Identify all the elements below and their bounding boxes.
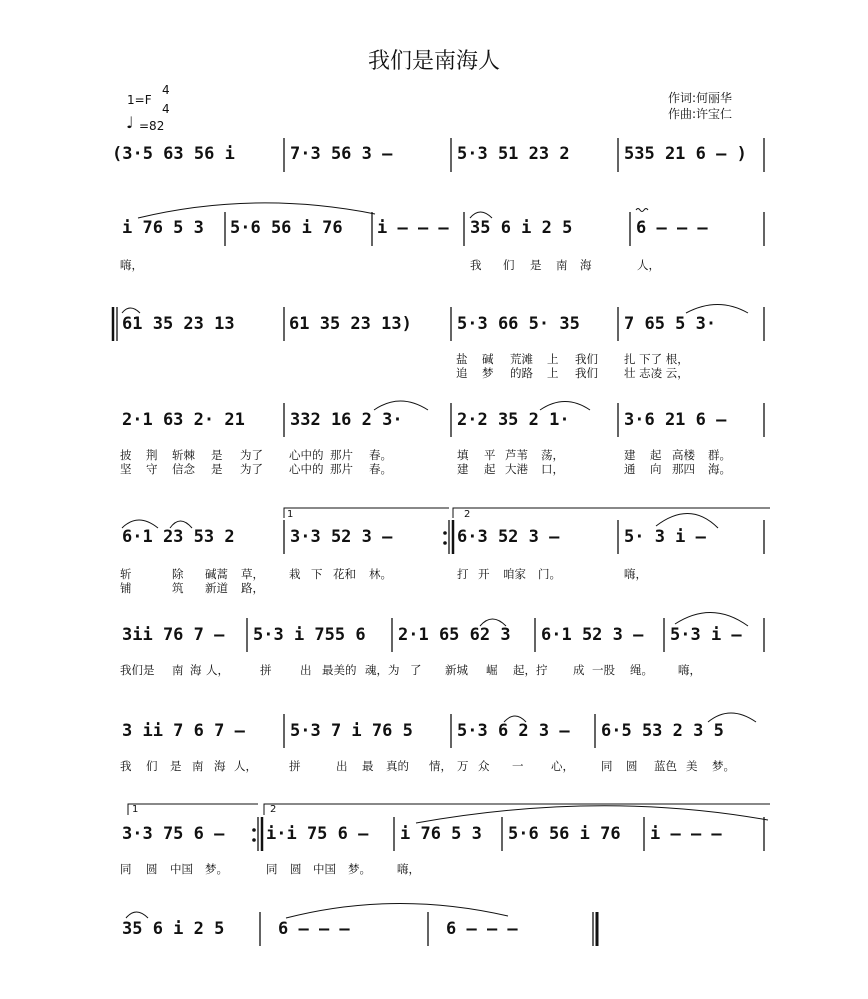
measure: 6·5 53 2 3 5	[601, 721, 724, 741]
measure: (3·5 63 56 i	[112, 144, 235, 164]
lyric: 众	[478, 759, 490, 773]
lyric: 向	[650, 462, 662, 476]
lyric: 新城	[445, 663, 468, 677]
lyric: 嗨，	[397, 862, 420, 876]
lyric: 圆	[626, 759, 638, 773]
lyric: 咱家	[503, 567, 526, 581]
lyric: 出	[300, 663, 312, 677]
lyric: 芦苇	[505, 448, 528, 462]
lyric: 斩	[120, 567, 132, 581]
lyric: 梦。	[712, 759, 735, 773]
measure: 7 65 5 3·	[624, 314, 717, 334]
lyric: 最	[362, 759, 374, 773]
measure: i·i 75 6 –	[266, 824, 369, 844]
lyric: 荒滩	[510, 352, 533, 366]
measure: 7·3 56 3 –	[290, 144, 393, 164]
lyric: 南	[556, 258, 568, 272]
slur	[675, 612, 748, 626]
lyric: 出	[336, 759, 348, 773]
measure: 6·1 23 53 2	[122, 527, 235, 547]
volta-bracket	[453, 508, 770, 518]
lyric: 那片	[330, 448, 353, 462]
lyric: 南	[192, 759, 204, 773]
lyric: 荆	[146, 448, 158, 462]
lyric: 路，	[241, 581, 264, 595]
slur	[480, 619, 506, 626]
lyric: 铺	[120, 581, 132, 595]
key-signature: 1=F	[127, 93, 152, 107]
lyric: 通	[624, 462, 636, 476]
measure: 5·3 i –	[670, 625, 742, 645]
quarter-note-icon: ♩	[126, 113, 134, 132]
lyric: 除	[172, 567, 184, 581]
lyric: 崛	[486, 663, 498, 677]
lyric: 心中的	[289, 448, 324, 462]
lyric: 我们是	[120, 663, 155, 677]
lyric: 了	[410, 663, 422, 677]
measure: 3·3 75 6 –	[122, 824, 225, 844]
lyric: 填	[457, 448, 469, 462]
lyric: 上	[547, 352, 559, 366]
lyric: 建	[457, 462, 469, 476]
lyric: 嗨，	[120, 258, 143, 272]
measure: 3 ii 7 6 7 –	[122, 721, 245, 741]
slur	[686, 305, 748, 314]
lyric: 梦。	[205, 862, 228, 876]
repeat-dot	[252, 828, 256, 832]
tempo-marking: =82	[139, 119, 165, 133]
lyric: 们	[503, 258, 515, 272]
measure: 6 – – –	[636, 218, 708, 238]
lyric: 同	[266, 862, 278, 876]
lyric: 上	[547, 366, 559, 380]
time-signature-top: 4	[162, 83, 170, 97]
slur	[374, 401, 428, 410]
lyric: 绳。	[630, 663, 653, 677]
measure: 35 6 i 2 5	[122, 919, 225, 939]
lyric: 春。	[369, 448, 392, 462]
lyric: 最美的	[322, 663, 357, 677]
lyric: 我们	[575, 352, 598, 366]
lyric: 魂，为	[365, 663, 400, 677]
slur	[126, 912, 148, 918]
lyric: 心，	[551, 759, 574, 773]
slur	[138, 203, 375, 218]
volta-second-label: 2	[270, 804, 277, 815]
lyric: 春。	[369, 462, 392, 476]
volta-bracket	[284, 508, 449, 518]
lyric: 中国	[313, 862, 336, 876]
lyricist-credit: 作词:何丽华	[668, 91, 733, 105]
lyric: 我们	[575, 366, 598, 380]
measure: 5·6 56 i 76	[508, 824, 621, 844]
lyric: 盐	[456, 352, 468, 366]
slur	[122, 308, 140, 313]
lyric: 一	[512, 759, 524, 773]
measure: 535 21 6 – )	[624, 144, 747, 164]
volta-bracket	[128, 804, 258, 815]
measure: 2·1 63 2· 21	[122, 410, 245, 430]
lyric: 真的	[386, 759, 409, 773]
lyric: 圆	[290, 862, 302, 876]
lyric: 嗨，	[624, 567, 647, 581]
repeat-dot	[443, 541, 447, 545]
slur	[540, 402, 590, 411]
lyric: 人，	[234, 759, 257, 773]
measure: 2·2 35 2 1·	[457, 410, 570, 430]
lyric: 拼	[260, 663, 272, 677]
repeat-dot	[443, 531, 447, 535]
slur	[656, 513, 718, 528]
lyric: 新道	[205, 581, 228, 595]
lyric: 的路	[510, 366, 533, 380]
slur	[416, 806, 768, 823]
lyric: 同	[120, 862, 132, 876]
measure: 5·3 66 5· 35	[457, 314, 580, 334]
lyric: 人，	[637, 258, 660, 272]
lyric: 筑	[172, 581, 184, 595]
lyric: 荡，	[541, 448, 564, 462]
lyric: 是	[530, 258, 542, 272]
lyric: 建	[624, 448, 636, 462]
lyric: 为了	[240, 448, 263, 462]
slur	[122, 520, 158, 528]
lyric: 起	[650, 448, 662, 462]
lyric: 高楼	[672, 448, 695, 462]
barlines	[113, 138, 764, 946]
lyric: 栽	[289, 567, 301, 581]
lyric: 大港	[505, 462, 528, 476]
lyric: 海	[580, 258, 592, 272]
measure: i – – –	[377, 218, 449, 238]
lyric: 是	[170, 759, 182, 773]
lyric: 成	[573, 663, 585, 677]
lyric: 海	[214, 759, 226, 773]
lyric: 我	[120, 759, 132, 773]
lyric: 坚	[120, 462, 132, 476]
lyric: 梦。	[348, 862, 371, 876]
lyric: 那片	[330, 462, 353, 476]
measure: 3ii 76 7 –	[122, 625, 225, 645]
song-title: 我们是南海人	[367, 49, 500, 74]
lyric: 披	[120, 448, 132, 462]
repeat-dots	[252, 531, 447, 842]
repeat-dot	[252, 838, 256, 842]
measure: 61 35 23 13	[122, 314, 235, 334]
lyric: 为了	[240, 462, 263, 476]
lyric: 人，	[206, 663, 229, 677]
lyric: 美	[686, 759, 698, 773]
measure: 5·3 7 i 76 5	[290, 721, 413, 741]
lyric: 口，	[541, 462, 564, 476]
lyric: 海。	[708, 462, 731, 476]
measure: 3·6 21 6 –	[624, 410, 727, 430]
volta-first-label: 1	[132, 804, 139, 815]
measure: 5·3 51 23 2	[457, 144, 570, 164]
composer-credit: 作曲:许宝仁	[668, 107, 733, 121]
volta-brackets	[128, 508, 770, 815]
lyric: 斩棘	[172, 448, 195, 462]
measure: 5·3 6 2 3 –	[457, 721, 570, 741]
lyric: 一股	[592, 663, 615, 677]
lyric: 嗨，	[678, 663, 701, 677]
measure: i 76 5 3	[122, 218, 204, 238]
lyric: 蓝色	[654, 759, 677, 773]
slur	[708, 713, 756, 722]
lyric: 草，	[241, 567, 264, 581]
lyric: 南	[172, 663, 184, 677]
lyric: 守	[146, 462, 158, 476]
lyric: 追	[456, 366, 468, 380]
measure: 35 6 i 2 5	[470, 218, 573, 238]
lyric: 我	[470, 258, 482, 272]
slur	[286, 903, 508, 918]
lyric: 海	[190, 663, 202, 677]
measure: 2·1 65 62 3	[398, 625, 511, 645]
measure: 6 – – –	[278, 919, 350, 939]
lyric: 下	[311, 567, 323, 581]
measure: 61 35 23 13)	[289, 314, 412, 334]
slurs	[122, 203, 768, 918]
time-signature-bottom: 4	[162, 102, 170, 116]
slur	[470, 212, 492, 218]
trill-mark	[636, 209, 648, 212]
measure: 3·3 52 3 –	[290, 527, 393, 547]
lyric: 碱蒿	[205, 567, 228, 581]
lyric: 梦	[482, 366, 494, 380]
lyric: 群。	[708, 448, 731, 462]
lyric: 碱	[482, 352, 494, 366]
lyric: 万	[457, 759, 469, 773]
lyric: 平	[484, 448, 496, 462]
lyric: 中国	[170, 862, 193, 876]
measure: 5· 3 i –	[624, 527, 706, 547]
lyric: 是	[211, 448, 223, 462]
lyric: 信念	[172, 462, 195, 476]
lyric: 那四	[672, 462, 695, 476]
lyric: 林。	[369, 567, 392, 581]
slur	[170, 521, 192, 528]
measure: 6·1 52 3 –	[541, 625, 644, 645]
measure: 6 – – –	[446, 919, 518, 939]
lyric: 开	[478, 567, 490, 581]
volta-second-label: 2	[464, 509, 471, 520]
lyric: 是	[211, 462, 223, 476]
trill-icon	[636, 209, 648, 212]
lyric: 起，拧	[513, 663, 548, 677]
measure: i – – –	[650, 824, 722, 844]
lyric: 扎 下了 根，	[624, 352, 689, 366]
measure: 5·3 i 755 6	[253, 625, 366, 645]
lyric: 圆	[146, 862, 158, 876]
measure: i 76 5 3	[400, 824, 482, 844]
slur	[504, 716, 526, 722]
volta-first-label: 1	[287, 509, 294, 520]
lyric: 拼	[289, 759, 301, 773]
lyric: 花和	[333, 567, 356, 581]
lyric: 打	[457, 567, 469, 581]
measure: 332 16 2 3·	[290, 410, 403, 430]
lyric: 们	[146, 759, 158, 773]
lyric: 同	[601, 759, 613, 773]
lyric: 壮 志凌 云，	[624, 366, 689, 380]
measure: 5·6 56 i 76	[230, 218, 343, 238]
lyric: 心中的	[289, 462, 324, 476]
lyric: 起	[484, 462, 496, 476]
lyric: 门。	[538, 567, 561, 581]
measure: 6·3 52 3 –	[457, 527, 560, 547]
lyric: 情，	[429, 759, 452, 773]
